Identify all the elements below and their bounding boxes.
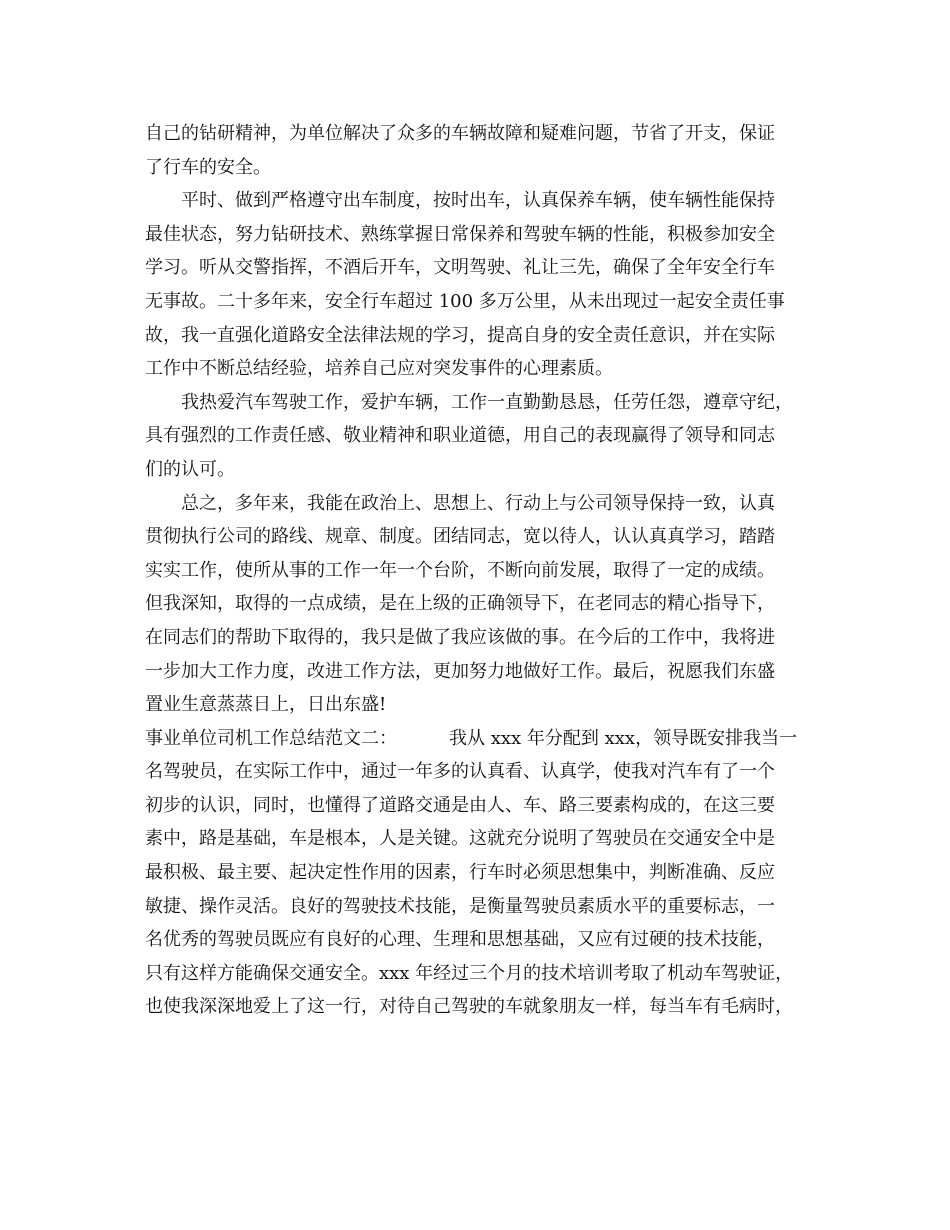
document-body (145, 117, 805, 1024)
section-first-text: 我从 xxx 年分配到 xxx，领导既安排我当一 (449, 727, 798, 749)
text-line: 具有强烈的工作责任感、敬业精神和职业道德，用自己的表现赢得了领导和同志 (145, 425, 775, 447)
text-line: 最积极、最主要、起决定性作用的因素，行车时必须思想集中，判断准确、反应 (145, 862, 775, 884)
text-line: 初步的认识，同时，也懂得了道路交通是由人、车、路三要素构成的，在这三要 (145, 794, 775, 816)
text-line: 自己的钻研精神，为单位解决了众多的车辆故障和疑难问题，节省了开支，保证 (145, 123, 775, 144)
text-line: 名优秀的驾驶员既应有良好的心理、生理和思想基础，又应有过硬的技术技能， (145, 929, 775, 951)
text-line: 们的认可。 (145, 458, 235, 480)
section-heading-line (145, 722, 805, 756)
text-line: 在同志们的帮助下取得的，我只是做了我应该做的事。在今后的工作中，我将进 (145, 626, 775, 648)
text-line: 故，我一直强化道路安全法律法规的学习，提高自身的安全责任意识，并在实际 (145, 324, 775, 346)
text-line: 也使我深深地爱上了这一行，对待自己驾驶的车就象朋友一样，每当车有毛病时， (145, 996, 793, 1018)
text-line: 贯彻执行公司的路线、规章、制度。团结同志，宽以待人，认认真真学习，踏踏 (145, 526, 775, 548)
text-line: 工作中不断总结经验，培养自己应对突发事件的心理素质。 (145, 358, 613, 380)
text-line: 实实工作，使所从事的工作一年一个台阶，不断向前发展，取得了一定的成绩。 (145, 559, 775, 581)
text-line: 敏捷、操作灵活。良好的驾驶技术技能，是衡量驾驶员素质水平的重要标志，一 (145, 895, 775, 917)
paragraph-start-line: 总之，多年来，我能在政治上、思想上、行动上与公司领导保持一致，认真 (181, 492, 775, 514)
section-heading: 事业单位司机工作总结范文二： (145, 727, 397, 749)
text-line: 置业生意蒸蒸日上，日出东盛! (145, 694, 387, 716)
text-line: 学习。听从交警指挥，不酒后开车，文明驾驶、礼让三先，确保了全年安全行车 (145, 257, 775, 279)
text-line: 名驾驶员，在实际工作中，通过一年多的认真看、认真学，使我对汽车有了一个 (145, 761, 775, 783)
text-line: 无事故。二十多年来，安全行车超过 100 多万公里，从未出现过一起安全责任事 (145, 290, 785, 312)
paragraph-start-line: 我热爱汽车驾驶工作，爱护车辆，工作一直勤勤恳恳，任劳任怨，遵章守纪， (181, 391, 793, 413)
text-line: 一步加大工作力度，改进工作方法，更加努力地做好工作。最后，祝愿我们东盛 (145, 660, 775, 682)
text-line: 素中，路是基础，车是根本，人是关键。这就充分说明了驾驶员在交通安全中是 (145, 828, 775, 850)
text-line: 最佳状态，努力钻研技术、熟练掌握日常保养和驾驶车辆的性能，积极参加安全 (145, 223, 775, 245)
text-line: 只有这样方能确保交通安全。xxx 年经过三个月的技术培训考取了机动车驾驶证， (145, 962, 794, 984)
paragraph-start-line: 平时、做到严格遵守出车制度，按时出车，认真保养车辆，使车辆性能保持 (181, 190, 775, 212)
text-line: 但我深知，取得的一点成绩，是在上级的正确领导下，在老同志的精心指导下， (145, 593, 775, 615)
text-line: 了行车的安全。 (145, 156, 271, 178)
